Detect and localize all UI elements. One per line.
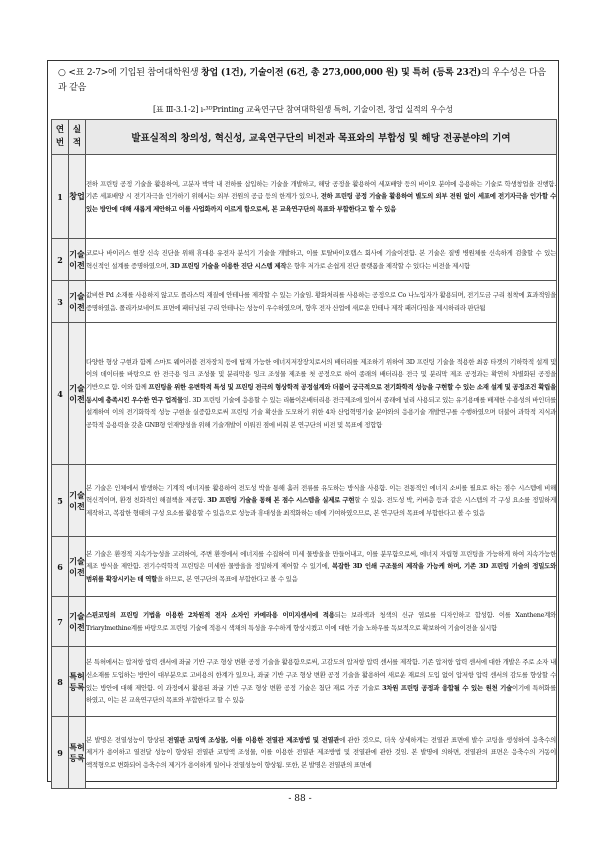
description-text: 할 수 있음. 전도성 박, 커버층 등과 같은 시스템의 각 구성 요소를 정밀하게 제작하고, 복잡한 형태의 구성 요소를 활용할 수 있음으로 성능과 휴대성을 최적화하는 데에 기여하였으므로, 본 연구단의 목표에 부합한다고 볼 수 있음 bbox=[86, 496, 556, 517]
table-row bbox=[52, 717, 557, 789]
description-text: 다양한 형상 구현과 함께 스마트 웨어러블 전자장치 등에 탑재 가능한 에너지저장장치로서의 배터리를 제조하기 위하여 3D 프린팅 기술을 적용한 최종 타겟의 기하학적 설계 및 이의 데이터를 바탕으로 한 전극용 잉크 조성물 및 분리막용 잉크 조성물 제조를 첫 공정으로 하여 종래의 배터리용 전극 및 분리막 제조 공정과는 확연히 차별화된 공정을 기반으로 함. 이와 함께 bbox=[86, 357, 556, 391]
table-row bbox=[52, 323, 557, 465]
description-bold-text: 복잡한 3D 인쇄 구조물의 제작을 가능케 하며, 기존 3D 프린팅 기술의 정밀도와 범위를 확장시키는 데 역할 bbox=[86, 562, 556, 583]
row-number: 6 bbox=[52, 537, 69, 597]
description-bold-text: 3D 프린팅 기술을 이용한 진단 시스템 제작 bbox=[170, 261, 287, 270]
achievement-table bbox=[51, 119, 557, 789]
description-bold-text: 스핀코팅의 프린팅 기법을 이용한 2차원적 전자 소자인 카메라용 이미지센서에 적용 bbox=[86, 610, 335, 619]
intro-post: 의 우수성은 다음과 같음 bbox=[58, 68, 546, 93]
row-category: 기술 이전 bbox=[69, 465, 86, 537]
description-text: 은 향후 저가로 손쉽게 진단 플랫폼을 제작할 수 있다는 비전을 제시함 bbox=[286, 261, 470, 270]
description-text: 본 특허에서는 압저항 압력 센서에 좌굴 기반 구조 형상 변환 공정 기술을 활용함으로써, 고감도의 압저항 압력 센서를 제작함. 기존 압저항 압력 센서에 대한 개발은 주로 소자 내 신소재를 도입하는 방안이 대부분으로 고비용의 한계가 있으나, 좌굴 기반 구조 형상 변환 공정 기술을 활용하여 새로운 재료의 도입 없이 압저항 압력 센서의 감도를 향상할 수 있는 방안에 대해 제안함. 이 과정에서 활용된 좌굴 기반 구조 형상 변환 공정 기술은 첨단 재료 가공 기술로 bbox=[86, 658, 556, 692]
row-number: 7 bbox=[52, 597, 69, 647]
description-text: 을 하므로, 본 연구단의 목표에 부합한다고 볼 수 있음 bbox=[157, 574, 298, 583]
row-category: 특허 등록 bbox=[69, 647, 86, 717]
intro-bold: 창업 (1건), 기술이전 (6건, 총 273,000,000 원) 및 특허 (등록 23건) bbox=[200, 68, 482, 78]
table-row bbox=[52, 155, 557, 239]
row-description bbox=[86, 323, 557, 465]
description-text: 전하 프린팅 공정 기술을 활용하여, 고분자 박막 내 전하를 삽입하는 기술을 개발하고, 해당 공정을 활용하여 세포배양 등의 바이오 분야에 응용하는 기술로 학생창업을 진행함. 기존 세포배양 시 전기자극을 인가하기 위해서는 외부 전원의 공급 등의 한계가 있으나, bbox=[86, 179, 556, 201]
row-category: 창업 bbox=[69, 155, 86, 239]
page-number: - 88 - bbox=[288, 794, 312, 804]
table-header-row bbox=[52, 120, 557, 155]
row-description bbox=[86, 239, 557, 281]
row-number: 9 bbox=[52, 717, 69, 789]
row-category: 기술 이전 bbox=[69, 323, 86, 465]
header-category: 실적 bbox=[69, 120, 86, 155]
description-bold-text: 전열관 코팅액 조성물, 이를 이용한 전열관 제조방법 및 전열관 bbox=[167, 735, 340, 744]
row-number: 4 bbox=[52, 323, 69, 465]
table-row bbox=[52, 281, 557, 323]
description-text: 에 관한 것으로, 더욱 상세하게는 전열관 표면에 발수 코팅을 생성하여 응축수의 제거가 용이하고 열전달 성능이 향상된 전열관 코팅액 조성물, 이를 이용한 전열관 제조방법 및 전열관에 관한 것임. 본 발명에 의하면, 전열관의 표면은 응축수의 거동이 액적형으로 변화되어 응축수의 제거가 용이하게 일어나 전열성능이 향상됨. 또한, 본 발명은 전열관의 표면에 bbox=[86, 735, 556, 769]
description-bold-text: 전하 프린팅 공정 기술을 활용하여 별도의 외부 전원 없이 세포에 전기자극을 인가할 수 있는 방안에 대해 새롭게 제안하고 이를 사업화까지 이르게 함으로써, 본 교육연구단의 목표와 부합한다고 할 수 있음 bbox=[86, 192, 556, 213]
row-category: 특허 등록 bbox=[69, 717, 86, 789]
table-row bbox=[52, 239, 557, 281]
description-text: 이기에 특허화를 하였고, 이는 본 교육연구단의 목표와 부합한다고 할 수 있음 bbox=[86, 683, 557, 705]
row-category: 기술 이전 bbox=[69, 537, 86, 597]
description-text: 코로나 바이러스 현장 신속 진단을 위해 휴대용 유전자 분석기 기술을 개발하고, 이를 토탈바이오랩스 회사에 기술이전함. 본 기술은 질병 병원체를 신속하게 검출할 수 있는 혁신적인 설계를 증명하였으며, bbox=[86, 248, 556, 270]
row-description bbox=[86, 647, 557, 717]
row-number: 8 bbox=[52, 647, 69, 717]
row-number: 2 bbox=[52, 239, 69, 281]
table-row bbox=[52, 597, 557, 647]
description-text: 본 기술은 인체에서 발생하는 기계적 에너지를 활용하여 전도성 박을 통해 흘러 전류를 유도하는 방식을 사용함. 이는 전통적인 에너지 소비를 필요로 하는 점수 시스템에 비해 혁신적이며, 환경 친화적인 해결책을 제공함. bbox=[86, 483, 556, 505]
bullet: ○ bbox=[58, 68, 66, 78]
description-bold-text: 프린팅을 위한 유변학적 특성 및 프린팅 전극의 형상학적 공정설계와 더불어 궁극적으로 전기화학적 성능을 구현할 수 있는 소재 설계 및 공정조건 확립을 동시에 충족시킨 우수한 연구 업적물 bbox=[86, 382, 556, 404]
header-description: 발표실적의 창의성, 혁신성, 교육연구단의 비전과 목표와의 부합성 및 해당 전공분야의 기여 bbox=[86, 120, 557, 155]
row-category: 기술 이전 bbox=[69, 239, 86, 281]
description-text: 값비싼 Pd 소재를 사용하지 않고도 플라스틱 재질에 안테나를 제작할 수 있는 기술임. 황화처리를 사용하는 공정으로 Co 나노입자가 활용되며, 전기도금 구리 침착에 효과적임을 증명하였음. 폴리카보네이트 표면에 패터닝된 구리 안테나는 성능이 우수하였으며, 향후 전자 산업에 새로운 안테나 제작 패러다임을 제시하리라 판단됨 bbox=[86, 290, 556, 312]
table-row bbox=[52, 465, 557, 537]
description-text: 본 기술은 환경적 지속가능성을 고려하여, 주변 환경에서 에너지를 수집하여 미세 물방울을 만들어내고, 이를 분무함으로써, 에너지 자립형 프린팅을 가능하게 하여 지속가능한 제조 방식을 제안함. 전기수력학적 프린팅은 미세한 물방울을 정밀하게 제어할 수 있기에, bbox=[86, 549, 556, 571]
row-description bbox=[86, 465, 557, 537]
row-category: 기술 이전 bbox=[69, 597, 86, 647]
intro-pre: <표 2-7>에 기입된 참여대학원생 bbox=[68, 68, 201, 78]
description-text: 본 발명은 전열성능이 향상된 bbox=[86, 735, 168, 744]
description-bold-text: 3차원 프린팅 공정과 융합될 수 있는 원천 기술 bbox=[382, 683, 513, 692]
description-bold-text: 3D 프린팅 기술을 통해 본 점수 시스템을 실제로 구현 bbox=[207, 496, 355, 505]
row-category: 기술 이전 bbox=[69, 281, 86, 323]
row-description bbox=[86, 597, 557, 647]
row-description bbox=[86, 717, 557, 789]
table-row bbox=[52, 537, 557, 597]
row-description bbox=[86, 155, 557, 239]
description-text: 임. 3D 프린팅 기술에 응용할 수 있는 리튬이온배터리용 전극제조에 있어서 종래에 널리 사용되고 있는 유기용매를 배제한 수용성의 바인더를 설계하여 이의 전기화학적 성능 구현을 실증함으로써 프린팅 기술 확산을 도모하기 위한 4차 산업혁명기술 분야와의 응용기술 개발연구를 수행하였으며 더불어 과학적 지식과 공학적 응용력을 갖춘 GNB형 인재양성을 위해 기술개발이 이뤄진 점에 비춰 본 연구단의 비전 및 목표에 정합함 bbox=[86, 395, 556, 429]
table-row bbox=[52, 647, 557, 717]
row-number: 3 bbox=[52, 281, 69, 323]
header-no: 연번 bbox=[52, 120, 69, 155]
description-text: 되는 보라색과 청색의 신규 염료를 디자인하고 합성함. 이를 Xanthene계와 Triarylmethine계를 바탕으로 프린팅 기술에 적용시 색채의 특성을 우수하게 향상시켰고 이에 대한 기술 노하우를 독보적으로 확보하여 기술이전을 실시함 bbox=[86, 610, 556, 632]
row-description bbox=[86, 281, 557, 323]
row-number: 1 bbox=[52, 155, 69, 239]
row-number: 5 bbox=[52, 465, 69, 537]
table-caption: [표 Ⅲ-3.1-2] ı-³ᴰPrinting 교육연구단 참여대학원생 특허, 기술이전, 창업 실적의 우수성 bbox=[153, 105, 453, 114]
row-description bbox=[86, 537, 557, 597]
intro-paragraph bbox=[58, 66, 552, 96]
